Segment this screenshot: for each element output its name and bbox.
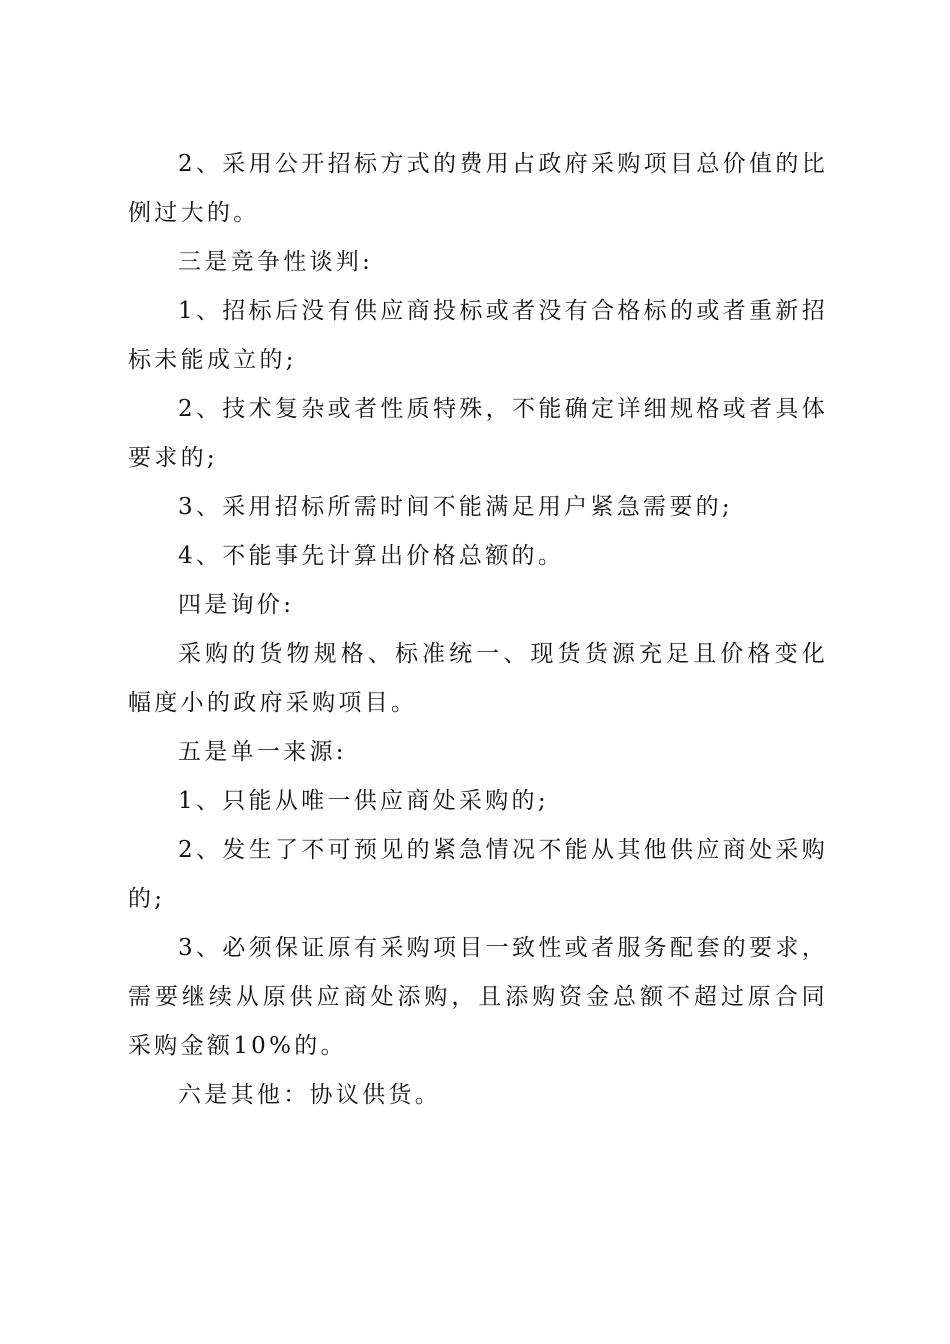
heading-competitive-negotiation: 三是竞争性谈判:	[178, 249, 374, 275]
paragraph-negotiation-item-1: 1、招标后没有供应商投标或者没有合格标的或者重新招标未能成立的;	[128, 298, 828, 373]
heading-other: 六是其他：协议供货。	[178, 1082, 441, 1108]
paragraph-single-source-item-3: 3、必须保证原有采购项目一致性或者服务配套的要求，需要继续从原供应商处添购，且添购资金总额不超过原合同采购金额10%的。	[128, 935, 828, 1059]
heading-single-source: 五是单一来源:	[178, 739, 347, 765]
paragraph-public-tender-cost: 2、采用公开招标方式的费用占政府采购项目总价值的比例过大的。	[128, 151, 828, 226]
paragraph-negotiation-item-4: 4、不能事先计算出价格总额的。	[178, 543, 565, 569]
paragraph-single-source-item-2: 2、发生了不可预见的紧急情况不能从其他供应商处采购的;	[128, 837, 828, 912]
paragraph-negotiation-item-2: 2、技术复杂或者性质特殊，不能确定详细规格或者具体要求的;	[128, 396, 828, 471]
heading-inquiry: 四是询价:	[178, 592, 295, 618]
paragraph-inquiry-body: 采购的货物规格、标准统一、现货货源充足且价格变化幅度小的政府采购项目。	[128, 641, 828, 716]
document-body	[128, 140, 828, 1120]
paragraph-single-source-item-1: 1、只能从唯一供应商处采购的;	[178, 788, 549, 814]
paragraph-negotiation-item-3: 3、采用招标所需时间不能满足用户紧急需要的;	[178, 494, 733, 520]
